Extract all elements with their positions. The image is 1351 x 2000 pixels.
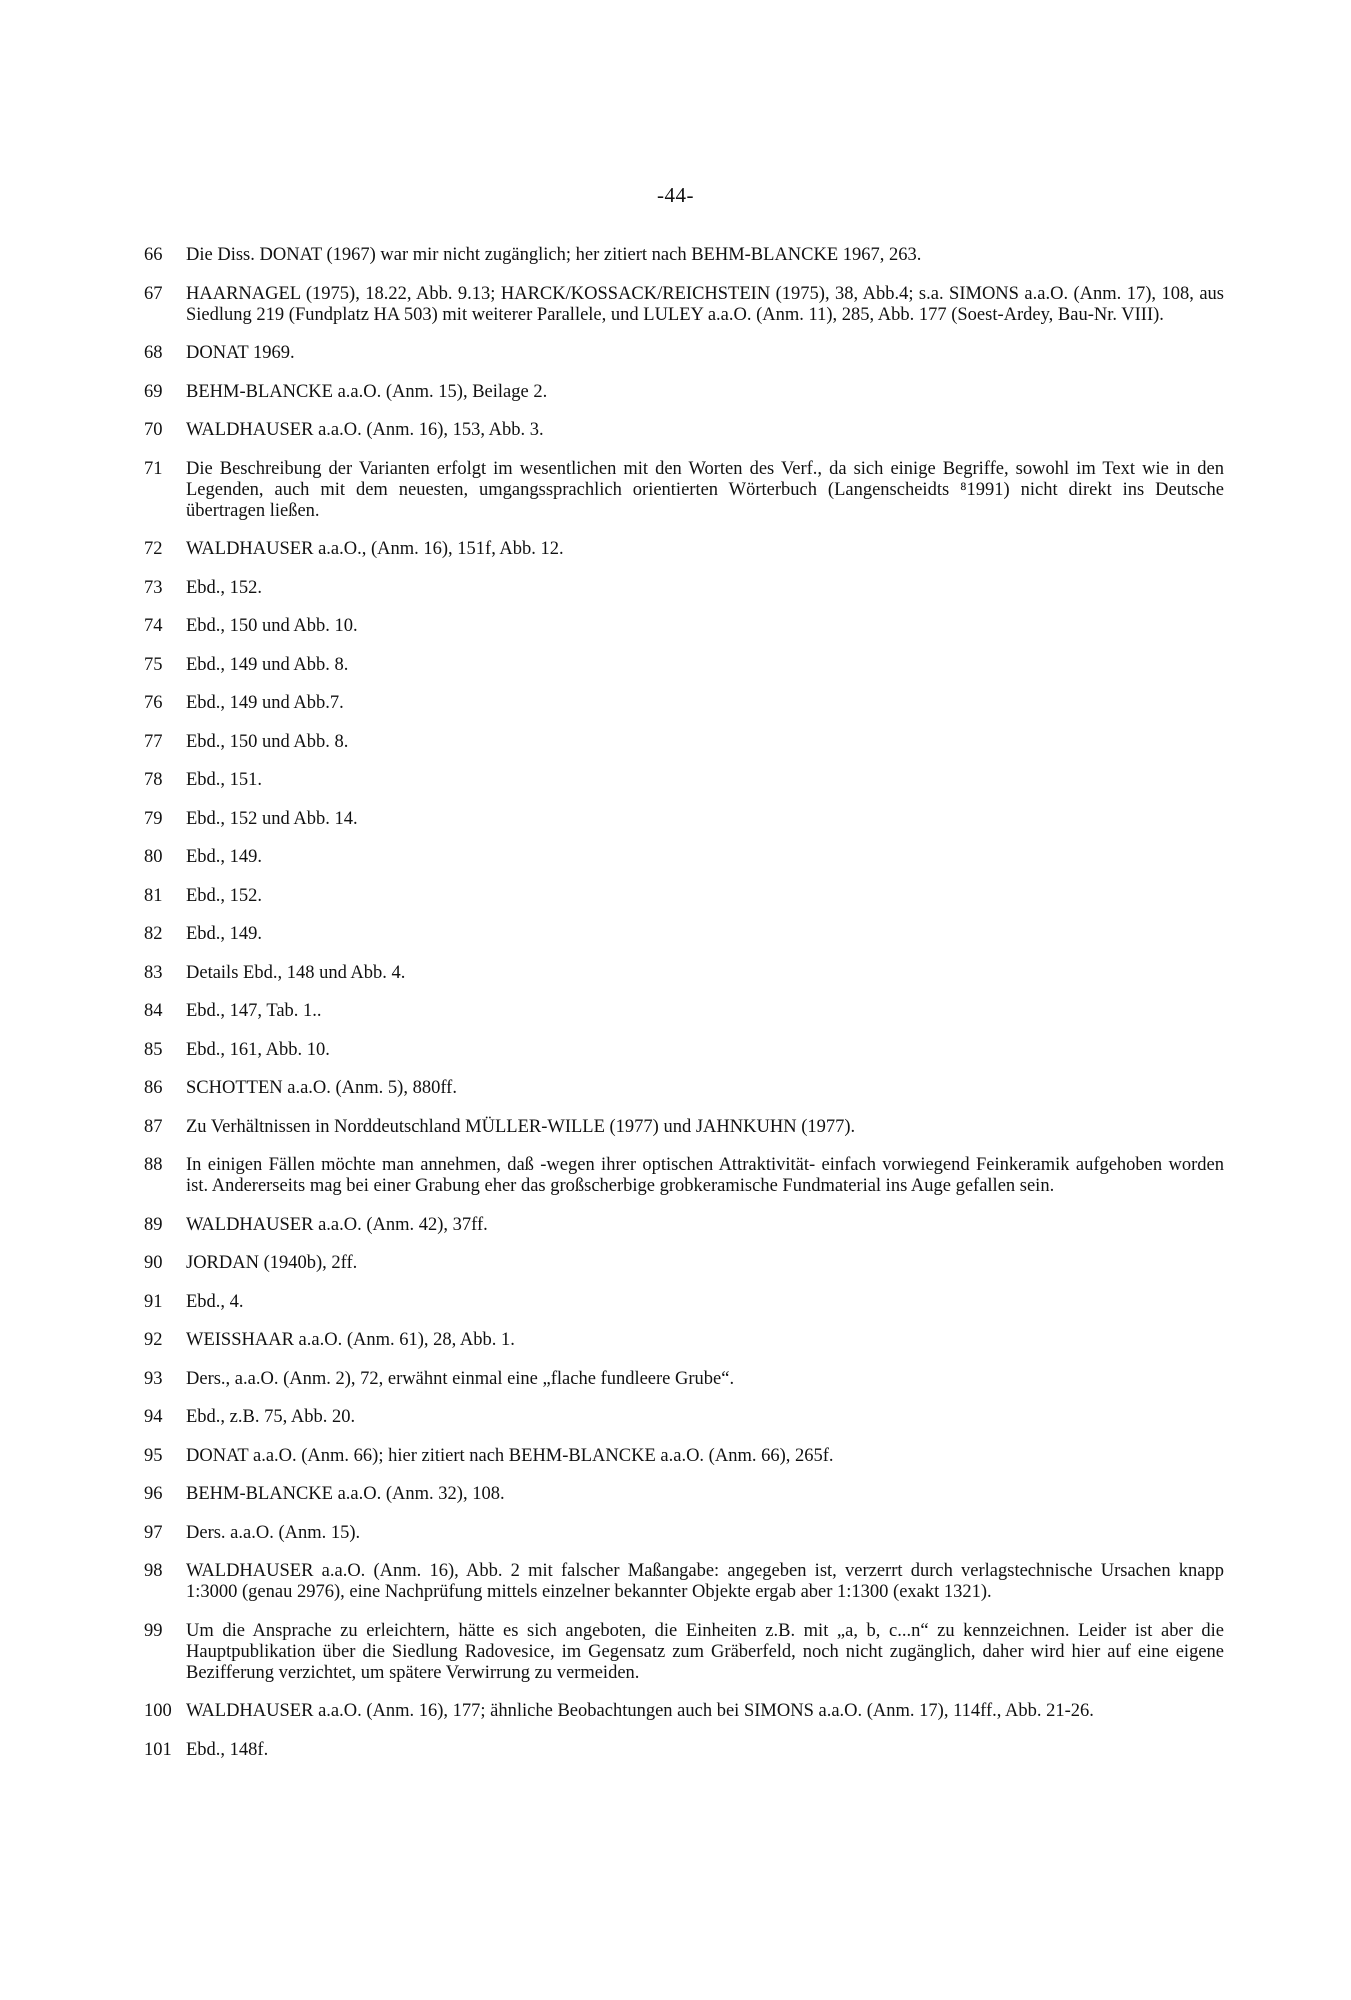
footnote (144, 616, 1224, 637)
footnote-number: 88 (144, 1155, 163, 1175)
footnote-text: In einigen Fällen möchte man annehmen, daß -wegen ihrer optischen Attraktivität- einfach vorwiegend Feinkeramik aufgehoben worden ist. Andererseits mag bei einer Grabung eher das großscherbige grobkeramische Fundmaterial ins Auge gefallen sein. (186, 1155, 1224, 1196)
footnote-text: Die Beschreibung der Varianten erfolgt im wesentlichen mit den Worten des Verf., da sich einige Begriffe, sowohl im Text wie in den Legenden, auch mit dem neuesten, umgangssprachlich orientierten Wörterbuch (Langenscheidts ⁸1991) nicht direkt ins Deutsche übertragen ließen. (186, 458, 1224, 521)
footnote-number: 100 (144, 1701, 172, 1721)
footnote (144, 770, 1224, 791)
footnote-number: 76 (144, 693, 163, 713)
footnote-number: 86 (144, 1078, 163, 1098)
footnote-text: Um die Ansprache zu erleichtern, hätte es sich angeboten, die Einheiten z.B. mit „a, b, c...n“ zu kennzeichnen. Leider ist aber die Hauptpublikation über die Siedlung Radovesice, im Gegensatz zum Gräberfeld, noch nicht zugänglich, daher wird hier auf eine eigene Bezifferung verzichtet, um spätere Verwirrung zu vermeiden. (186, 1620, 1224, 1683)
footnote (144, 693, 1224, 714)
footnote-number: 94 (144, 1407, 163, 1427)
footnote (144, 1215, 1224, 1236)
footnote-number: 91 (144, 1291, 163, 1312)
footnote-number: 83 (144, 962, 163, 983)
footnote (144, 284, 1224, 326)
footnote-number: 72 (144, 539, 163, 559)
footnote (144, 1330, 1224, 1351)
footnote-number: 77 (144, 731, 163, 752)
footnote-number: 98 (144, 1561, 163, 1581)
page-number: -44- (657, 183, 694, 207)
footnote (144, 1040, 1224, 1061)
footnote-text: Die Diss. DONAT (1967) war mir nicht zugänglich; her zitiert nach BEHM-BLANCKE 1967, 263. (186, 245, 922, 265)
footnote-number: 90 (144, 1253, 163, 1273)
footnote (144, 245, 1224, 266)
footnote-number: 73 (144, 577, 163, 598)
footnote (144, 382, 1224, 403)
footnote-number: 95 (144, 1445, 163, 1466)
footnote (144, 1001, 1224, 1022)
footnote (144, 1561, 1224, 1603)
footnote-text: BEHM-BLANCKE a.a.O. (Anm. 15), Beilage 2. (186, 381, 548, 402)
footnote-text: WALDHAUSER a.a.O., (Anm. 16), 151f, Abb. 12. (186, 539, 564, 559)
footnote-text: DONAT 1969. (186, 343, 295, 363)
footnote-text: BEHM-BLANCKE a.a.O. (Anm. 32), 108. (186, 1484, 505, 1504)
footnote-number: 70 (144, 420, 163, 440)
footnote-number: 67 (144, 283, 163, 304)
footnote (144, 1740, 1224, 1761)
footnote (144, 1407, 1224, 1428)
footnote-number: 84 (144, 1001, 163, 1021)
footnote-text: Ders., a.a.O. (Anm. 2), 72, erwähnt einmal eine „flache fundleere Grube“. (186, 1368, 735, 1389)
footnote-text: Ebd., 150 und Abb. 10. (186, 616, 358, 636)
footnote (144, 420, 1224, 441)
footnote-text: WALDHAUSER a.a.O. (Anm. 16), 177; ähnliche Beobachtungen auch bei SIMONS a.a.O. (Anm. 17), 114ff., Abb. 21-26. (186, 1701, 1094, 1721)
footnote-text: WALDHAUSER a.a.O. (Anm. 42), 37ff. (186, 1214, 488, 1235)
footnote-text: Ebd., 4. (186, 1291, 244, 1312)
footnote (144, 539, 1224, 560)
footnote-number: 99 (144, 1620, 163, 1641)
footnote-number: 92 (144, 1330, 163, 1350)
footnote-text: Ebd., 152. (186, 885, 263, 906)
footnote (144, 1484, 1224, 1505)
footnote (144, 963, 1224, 984)
footnote-text: DONAT a.a.O. (Anm. 66); hier zitiert nach BEHM-BLANCKE a.a.O. (Anm. 66), 265f. (186, 1445, 834, 1466)
footnote-number: 66 (144, 245, 163, 265)
footnote-text: Ebd., 147, Tab. 1.. (186, 1001, 322, 1021)
footnote (144, 1369, 1224, 1390)
footnote (144, 459, 1224, 522)
footnote (144, 1446, 1224, 1467)
footnote-number: 79 (144, 808, 163, 829)
footnote-text: Ebd., 152 und Abb. 14. (186, 808, 358, 829)
footnote-text: Ebd., 152. (186, 577, 263, 598)
footnote-number: 82 (144, 924, 163, 944)
footnote-text: Ebd., 148f. (186, 1739, 269, 1760)
footnote-number: 80 (144, 847, 163, 867)
footnote-number: 101 (144, 1739, 172, 1760)
footnote-text: WEISSHAAR a.a.O. (Anm. 61), 28, Abb. 1. (186, 1330, 515, 1350)
footnote (144, 1253, 1224, 1274)
footnote (144, 732, 1224, 753)
footnote-number: 69 (144, 381, 163, 402)
footnote-text: Details Ebd., 148 und Abb. 4. (186, 962, 406, 983)
footnote-number: 75 (144, 654, 163, 675)
footnote-number: 81 (144, 885, 163, 906)
footnote-text: HAARNAGEL (1975), 18.22, Abb. 9.13; HARCK/KOSSACK/REICHSTEIN (1975), 38, Abb.4; s.a. SIMONS a.a.O. (Anm. 17), 108, aus Siedlung 219 (Fundplatz HA 503) mit weiterer Parallele, und LULEY a.a.O. (Anm. 11), 285, Abb. 177 (Soest-Ardey, Bau-Nr. VIII). (186, 283, 1224, 325)
footnote (144, 886, 1224, 907)
footnote (144, 578, 1224, 599)
footnote-text: Ebd., z.B. 75, Abb. 20. (186, 1407, 356, 1427)
footnote-text: Ebd., 149. (186, 847, 263, 867)
footnote-text: Ebd., 149 und Abb.7. (186, 693, 344, 713)
footnote (144, 1292, 1224, 1313)
footnote-number: 97 (144, 1522, 163, 1543)
footnote-number: 85 (144, 1039, 163, 1060)
footnote-number: 78 (144, 770, 163, 790)
footnote-number: 87 (144, 1116, 163, 1137)
footnote-number: 71 (144, 458, 163, 479)
footnote (144, 847, 1224, 868)
footnote-number: 74 (144, 616, 163, 636)
footnote-number: 68 (144, 343, 163, 363)
footnote (144, 809, 1224, 830)
footnote-number: 93 (144, 1368, 163, 1389)
footnote (144, 1523, 1224, 1544)
footnote-text: Zu Verhältnissen in Norddeutschland MÜLLER-WILLE (1977) und JAHNKUHN (1977). (186, 1116, 856, 1137)
footnote (144, 1621, 1224, 1684)
footnote-number: 96 (144, 1484, 163, 1504)
footnote (144, 343, 1224, 364)
footnote-list (144, 245, 1224, 1778)
footnote (144, 655, 1224, 676)
footnote (144, 1701, 1224, 1722)
footnote-text: Ebd., 151. (186, 770, 263, 790)
footnote-text: Ebd., 149 und Abb. 8. (186, 654, 349, 675)
footnote-text: SCHOTTEN a.a.O. (Anm. 5), 880ff. (186, 1078, 457, 1098)
footnote-text: Ders. a.a.O. (Anm. 15). (186, 1522, 361, 1543)
footnote (144, 1155, 1224, 1197)
footnote-text: WALDHAUSER a.a.O. (Anm. 16), Abb. 2 mit falscher Maßangabe: angegeben ist, verzerrt durch verlagstechnische Ursachen knapp 1:3000 (genau 2976), eine Nachprüfung mittels einzelner bekannter Objekte ergab aber 1:1300 (exakt 1321). (186, 1561, 1224, 1602)
footnote-text: JORDAN (1940b), 2ff. (186, 1253, 358, 1273)
footnote (144, 1117, 1224, 1138)
footnote-text: Ebd., 149. (186, 924, 263, 944)
footnote (144, 924, 1224, 945)
footnote (144, 1078, 1224, 1099)
footnote-number: 89 (144, 1214, 163, 1235)
footnote-text: WALDHAUSER a.a.O. (Anm. 16), 153, Abb. 3. (186, 420, 544, 440)
footnote-text: Ebd., 150 und Abb. 8. (186, 731, 349, 752)
footnote-text: Ebd., 161, Abb. 10. (186, 1039, 330, 1060)
